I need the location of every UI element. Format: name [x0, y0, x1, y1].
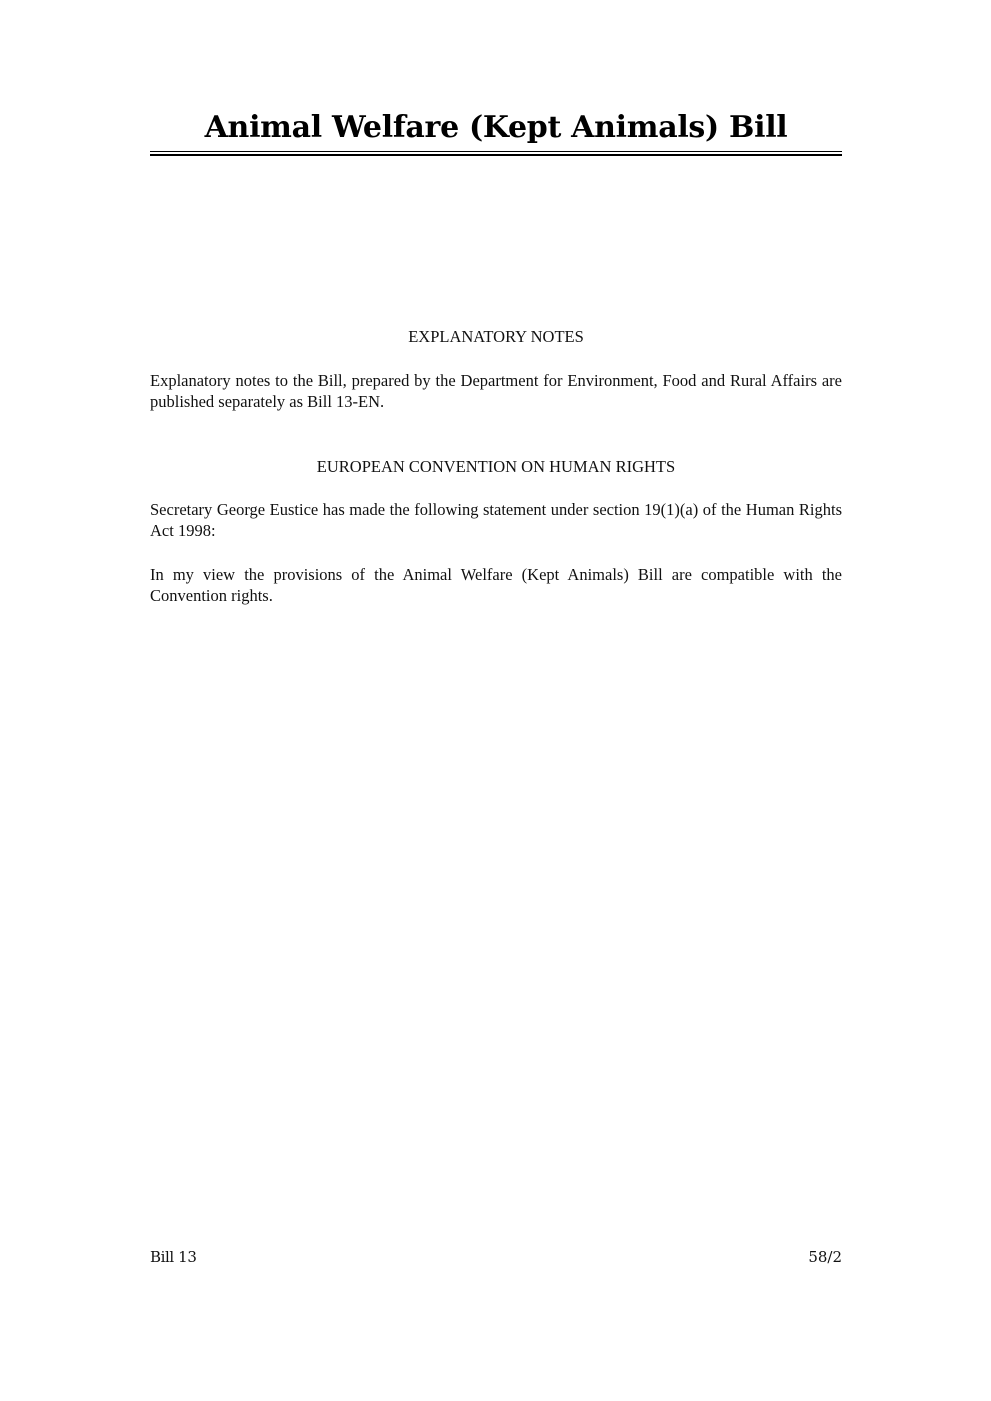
paragraph-explanatory-notes: Explanatory notes to the Bill, prepared by the Department for Environment, Food and Rural Affairs are published separately as Bill 13-EN.	[150, 371, 842, 411]
section-heading-echr: EUROPEAN CONVENTION ON HUMAN RIGHTS	[316, 457, 676, 476]
title-rule-thin	[150, 151, 842, 152]
document-title: Animal Welfare (Kept Animals) Bill	[204, 110, 788, 145]
footer-reference: 58/2	[808, 1248, 842, 1266]
section-heading-explanatory-notes: EXPLANATORY NOTES	[408, 327, 584, 346]
title-rule-thick	[150, 154, 842, 156]
footer-bill-number: Bill 13	[150, 1248, 197, 1266]
paragraph-echr-compatibility: In my view the provisions of the Animal Welfare (Kept Animals) Bill are compatible with the Convention rights.	[150, 565, 842, 605]
paragraph-echr-statement: Secretary George Eustice has made the following statement under section 19(1)(a) of the Human Rights Act 1998:	[150, 500, 842, 540]
